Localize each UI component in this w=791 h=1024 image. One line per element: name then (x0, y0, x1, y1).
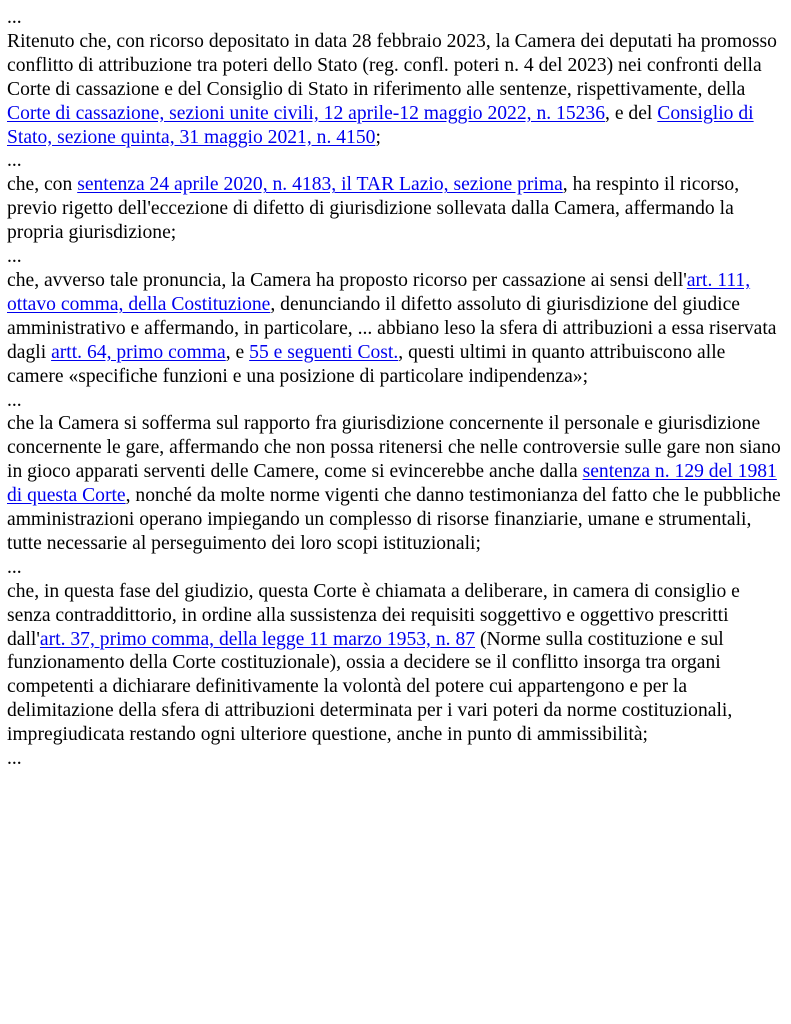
paragraph-text: , questi ultimi in quanto attribuiscono alle camere «specifiche funzioni e una posizione di particolare indipendenza»; (7, 341, 726, 387)
ellipsis-separator: ... (7, 150, 22, 172)
paragraph-text: , denunciando il difetto assoluto di giurisdizione del giudice amministrativo e affermando, in particolare, ... abbiano leso la sfera di attribuzioni a essa riservata dagli (7, 293, 777, 363)
paragraph-text: Ritenuto che, con ricorso depositato in data 28 febbraio 2023, la Camera dei deputati ha promosso conflitto di attribuzione tra poteri dello Stato (reg. confl. poteri n. 4 del 2023) nei confronti della Corte di cassazione e del Consiglio di Stato in riferimento alle sentenze, rispettivamente, della (7, 30, 777, 100)
paragraph-text: ; (375, 126, 381, 148)
citation-link[interactable]: sentenza 24 aprile 2020, n. 4183, il TAR Lazio, sezione prima (77, 174, 563, 196)
paragraph-text: , e (225, 341, 250, 363)
paragraph-text: che, avverso tale pronuncia, la Camera ha proposto ricorso per cassazione ai sensi dell' (7, 269, 687, 291)
ellipsis-separator: ... (7, 389, 22, 411)
paragraph (7, 580, 781, 747)
citation-link[interactable]: sentenza n. 129 del 1981 di questa Corte (7, 461, 777, 507)
citation-link[interactable]: 55 e seguenti Cost. (249, 341, 399, 363)
ellipsis-separator: ... (7, 7, 22, 28)
citation-link[interactable]: artt. 64, primo comma (51, 341, 226, 363)
paragraph-text: che, con (7, 174, 78, 196)
paragraph-text: che, in questa fase del giudizio, questa Corte è chiamata a deliberare, in camera di consiglio e senza contraddittorio, in ordine alla sussistenza dei requisiti soggettivo e oggettivo prescritti dall' (7, 580, 740, 650)
ellipsis-separator: ... (7, 748, 22, 770)
citation-link[interactable]: Consiglio di Stato, sezione quinta, 31 maggio 2021, n. 4150 (7, 102, 754, 148)
citation-link[interactable]: Corte di cassazione, sezioni unite civili, 12 aprile-12 maggio 2022, n. 15236 (7, 102, 606, 124)
paragraph-text: che la Camera si sofferma sul rapporto fra giurisdizione concernente il personale e giurisdizione concernente le gare, affermando che non possa ritenersi che nelle controversie sulle gare non siano in gioco apparati serventi delle Camere, come si evincerebbe anche dalla (7, 413, 781, 483)
paragraph-text: , e del (605, 102, 658, 124)
paragraph (7, 269, 781, 389)
paragraph-text: , ha respinto il ricorso, previo rigetto dell'eccezione di difetto di giurisdizione sollevata dalla Camera, affermando la propria giurisdizione; (7, 174, 740, 244)
ellipsis-separator: ... (7, 556, 22, 578)
paragraph (7, 30, 781, 150)
paragraph (7, 412, 781, 555)
paragraph-text: , nonché da molte norme vigenti che danno testimonianza del fatto che le pubbliche amministrazioni operano impiegando un complesso di risorse finanziarie, umane e strumentali, tutte necessarie al perseguimento dei loro scopi istituzionali; (7, 485, 781, 554)
ellipsis-separator: ... (7, 246, 22, 268)
citation-link[interactable]: art. 111, ottavo comma, della Costituzione (7, 269, 751, 315)
paragraph (7, 173, 781, 245)
paragraph-text: (Norme sulla costituzione e sul funzionamento della Corte costituzionale), ossia a decidere se il conflitto insorga tra organi competenti a dichiarare definitivamente la volontà del potere cui appartengono e per la delimitazione della sfera di attribuzioni determinata per i vari poteri da norme costituzionali, impregiudicata restando ogni ulteriore questione, anche in punto di ammissibilità; (7, 628, 733, 746)
citation-link[interactable]: art. 37, primo comma, della legge 11 marzo 1953, n. 87 (39, 628, 476, 650)
